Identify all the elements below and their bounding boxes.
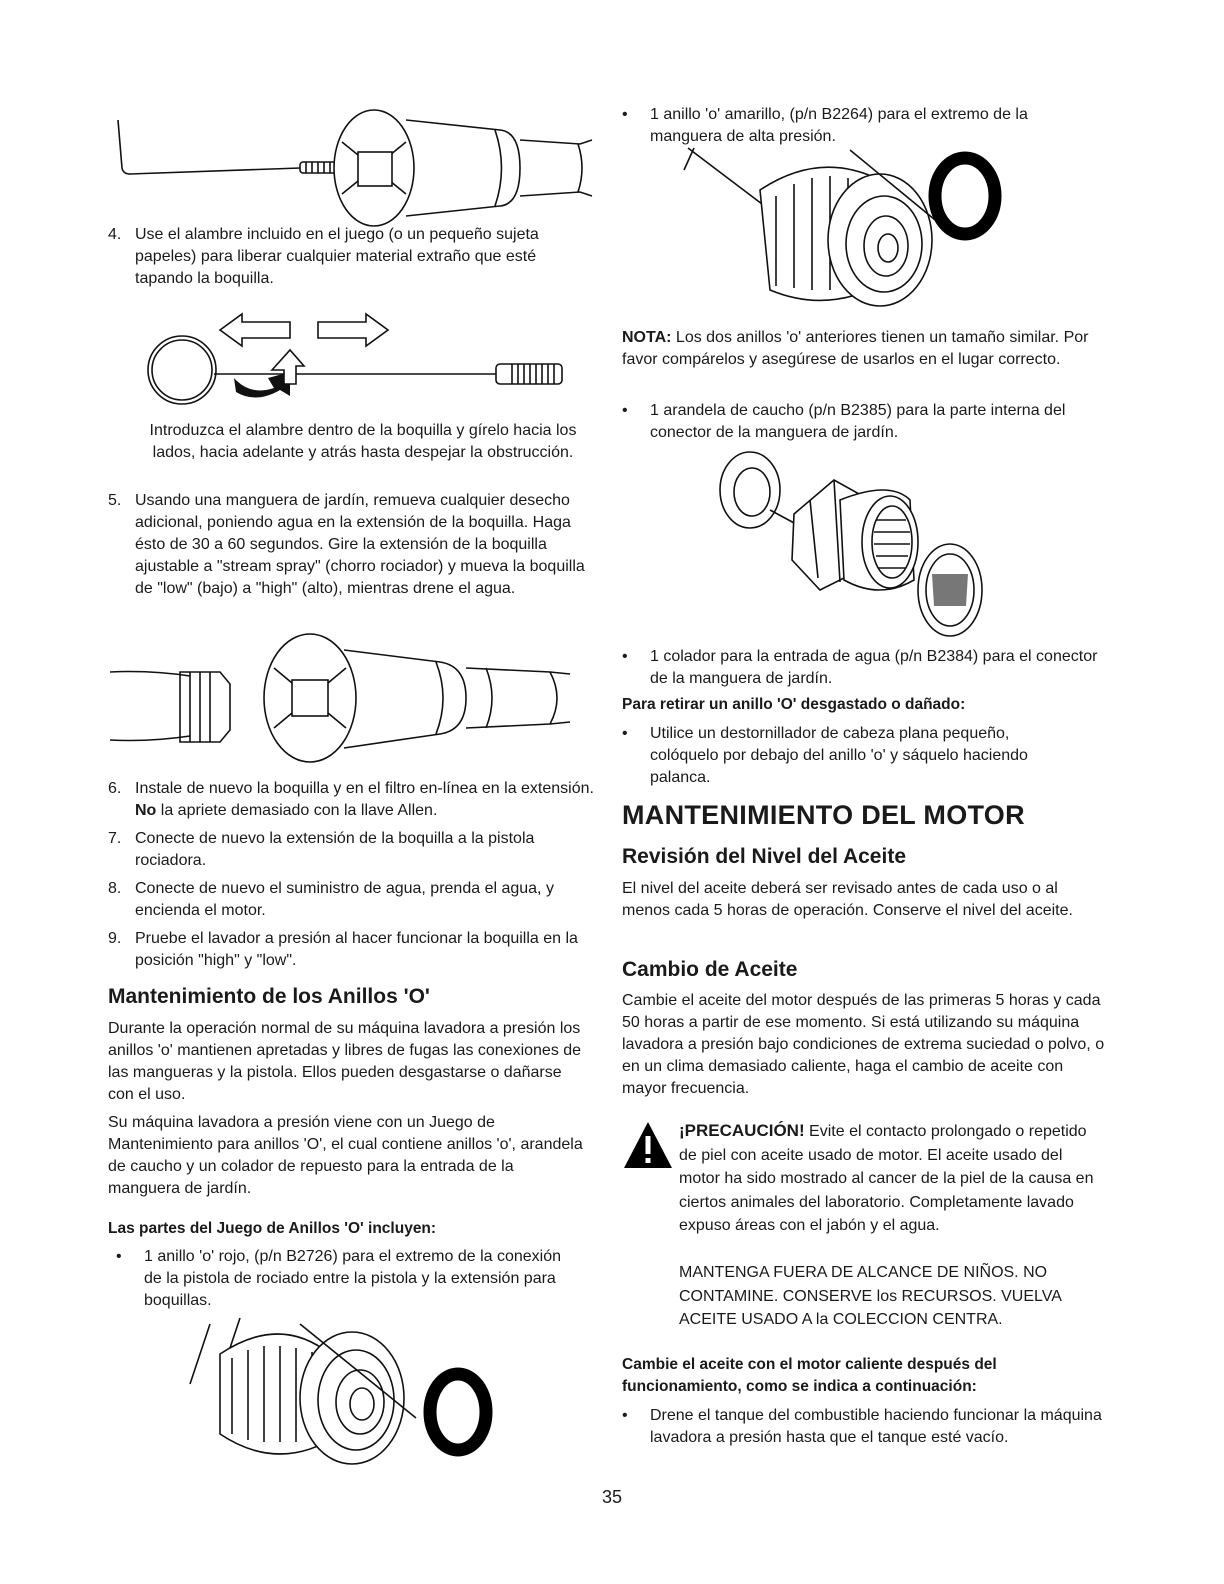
parts-heading: Las partes del Juego de Anillos 'O' incluyen:: [108, 1220, 437, 1237]
step-number: 6.: [108, 780, 122, 797]
caution-text: ¡PRECAUCIÓN! Evite el contacto prolongado o repetido de piel con aceite usado de motor. El aceite usado del motor ha sido mostrado al cancer de la piel de la causa en ciertos animales del laboratorio. Completamente lavado expuso áreas con el jabón y el agua.: [679, 1121, 1094, 1234]
oil-check-heading: Revisión del Nivel del Aceite: [622, 845, 906, 868]
nozzle-wire-illustration: [110, 100, 600, 225]
step-number: 9.: [108, 930, 122, 947]
drain-fuel-item: Drene el tanque del combustible haciendo funcionar la máquina lavadora a presión hasta que el tanque esté vacío.: [650, 1407, 1102, 1446]
oring-paragraph-2: Su máquina lavadora a presión viene con un Juego de Mantenimiento para anillos 'O', el cual contiene anillos 'o', arandela de caucho y un colador de repuesto para la entrada de la manguera de jardín.: [108, 1114, 583, 1197]
oil-change-text: Cambie el aceite del motor después de las primeras 5 horas y cada 50 horas a partir de ese momento. Si está utilizando su máquina lavadora a presión bajo condiciones de extrema suciedad o polvo, o en un clima demasiado caliente, haga el cambio de aceite con mayor frecuencia.: [622, 992, 1105, 1097]
wire-insertion-illustration: [140, 300, 580, 410]
washer-strainer-illustration: [710, 450, 1010, 640]
caution-caps-text: MANTENGA FUERA DE ALCANCE DE NIÑOS. NO CONTAMINE. CONSERVE los RECURSOS. VUELVA ACEITE USADO A la COLECCION CENTRA.: [679, 1264, 1062, 1328]
warning-icon: [622, 1120, 674, 1170]
oring-heading: Mantenimiento de los Anillos 'O': [108, 985, 430, 1008]
step-4-text: Use el alambre incluido en el juego (o un pequeño sujeta papeles) para liberar cualquier material extraño que esté tapando la boquilla.: [135, 226, 539, 287]
motor-maintenance-heading: MANTENIMIENTO DEL MOTOR: [622, 800, 1025, 830]
step-6-text: Instale de nuevo la boquilla y en el filtro en-línea en la extensión. No la apriete demasiado con la llave Allen.: [135, 780, 594, 819]
step-number: 7.: [108, 830, 122, 847]
step-9-text: Pruebe el lavador a presión al hacer funcionar la boquilla en la posición "high" y "low".: [135, 930, 578, 969]
note-paragraph: NOTA: Los dos anillos 'o' anteriores tienen un tamaño similar. Por favor compárelos y asegúrese de usarlos en el lugar correcto.: [622, 329, 1089, 368]
red-oring-illustration: [180, 1314, 500, 1474]
remove-oring-heading: Para retirar un anillo 'O' desgastado o dañado:: [622, 696, 966, 713]
oil-check-text: El nivel del aceite deberá ser revisado antes de cada uso o al menos cada 5 horas de operación. Conserve el nivel del aceite.: [622, 880, 1073, 919]
yellow-oring-item: 1 anillo 'o' amarillo, (p/n B2264) para el extremo de la manguera de alta presión.: [650, 106, 1028, 145]
note-label: NOTA:: [622, 329, 672, 346]
red-oring-item: 1 anillo 'o' rojo, (p/n B2726) para el extremo de la conexión de la pistola de rociado entre la pistola y la extensión para boquillas.: [144, 1248, 562, 1309]
page-number: 35: [601, 1487, 623, 1507]
yellow-oring-illustration: [680, 140, 1020, 310]
nozzle-extension-illustration: [110, 632, 600, 767]
oil-change-heading: Cambio de Aceite: [622, 958, 798, 981]
remove-oring-item: Utilice un destornillador de cabeza plana pequeño, colóquelo por debajo del anillo 'o' y sáquelo haciendo palanca.: [650, 725, 1028, 786]
step-number: 8.: [108, 880, 122, 897]
step-8-text: Conecte de nuevo el suministro de agua, prenda el agua, y encienda el motor.: [135, 880, 554, 919]
figure-caption: Introduzca el alambre dentro de la boquilla y gírelo hacia los lados, hacia adelante y atrás hasta despejar la obstrucción.: [149, 422, 577, 461]
caution-label: ¡PRECAUCIÓN!: [679, 1121, 805, 1140]
rubber-washer-item: 1 arandela de caucho (p/n B2385) para la parte interna del conector de la manguera de jardín.: [650, 402, 1066, 441]
step-5-text: Usando una manguera de jardín, remueva cualquier desecho adicional, poniendo agua en la extensión de la boquilla. Haga ésto de 30 a 60 segundos. Gire la extensión de la boquilla ajustable a "stream spray" (chorro rociador) y mueva la boquilla de "low" (bajo) a "high" (alto), mientras drene el agua.: [135, 492, 585, 597]
strainer-item: 1 colador para la entrada de agua (p/n B2384) para el conector de la manguera de jardín.: [650, 648, 1098, 687]
oring-paragraph-1: Durante la operación normal de su máquina lavadora a presión los anillos 'o' mantienen apretadas y libres de fugas las conexiones de las mangueras y la pistola. Ellos pueden desgastarse o dañarse con el uso.: [108, 1020, 582, 1103]
hot-oil-heading: Cambie el aceite con el motor caliente después del funcionamiento, como se indica a continuación:: [622, 1356, 997, 1395]
step-number: 4.: [108, 226, 122, 243]
step-number: 5.: [108, 492, 122, 509]
step-7-text: Conecte de nuevo la extensión de la boquilla a la pistola rociadora.: [135, 830, 535, 869]
